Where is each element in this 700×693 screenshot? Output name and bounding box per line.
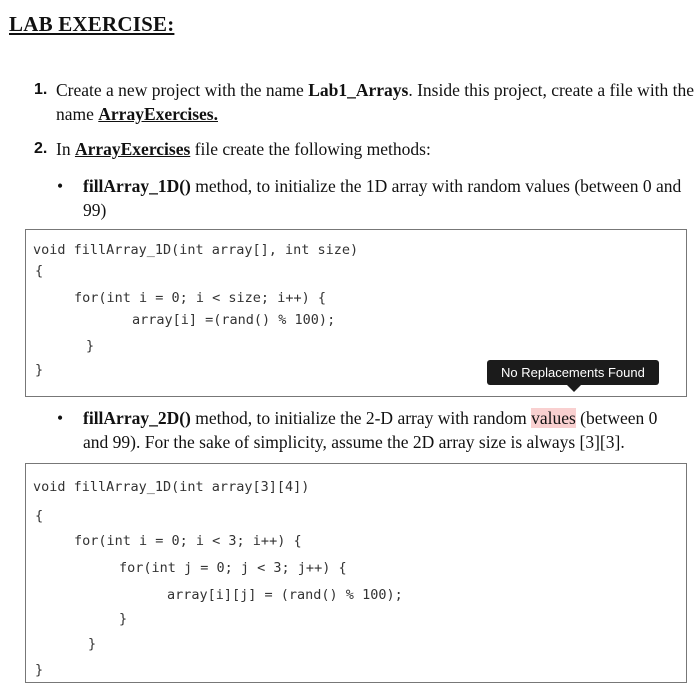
list-item-text xyxy=(56,137,696,161)
code-line: for(int i = 0; i < size; i++) { xyxy=(74,290,326,306)
text-segment: (between 0 and 99). For the sake of simplicity, assume the 2D array size is always [3][3]. xyxy=(83,408,658,452)
bullet-text xyxy=(83,174,687,222)
code-line: array[i][j] = (rand() % 100); xyxy=(167,587,403,603)
code-line: { xyxy=(35,508,44,524)
code-line: array[i] =(rand() % 100); xyxy=(132,312,336,328)
code-line: { xyxy=(35,263,44,279)
list-item-text xyxy=(56,78,696,126)
method-name: fillArray_1D() xyxy=(83,176,191,196)
code-line: } xyxy=(35,362,44,378)
code-line: void fillArray_1D(int array[], int size) xyxy=(33,242,359,258)
bullet-dot: • xyxy=(57,408,64,428)
bullet-text xyxy=(83,406,687,454)
code-block-2d xyxy=(25,463,687,683)
list-item-2 xyxy=(34,137,696,161)
code-line: for(int j = 0; j < 3; j++) { xyxy=(119,560,347,576)
file-name: ArrayExercises xyxy=(74,139,191,159)
text-segment: . Inside this project, create a file with the name xyxy=(56,80,695,124)
bullet-item-2 xyxy=(57,406,687,454)
list-item-1 xyxy=(34,78,696,126)
text-segment: Create a new project with the name xyxy=(56,80,309,100)
text-segment: method, to initialize the 1D array with random values (between 0 and 99) xyxy=(83,176,682,220)
code-line: void fillArray_1D(int array[3][4]) xyxy=(33,479,310,495)
list-number: 1. xyxy=(34,81,48,98)
code-line: } xyxy=(35,662,44,678)
text-segment: In xyxy=(56,139,75,159)
file-name: ArrayExercises. xyxy=(98,104,218,124)
no-replacements-tooltip: No Replacements Found xyxy=(487,360,659,385)
list-number: 2. xyxy=(34,140,48,157)
code-line: } xyxy=(88,636,97,652)
code-line: } xyxy=(86,338,95,354)
text-segment: file create the following methods: xyxy=(190,139,431,159)
code-line: } xyxy=(119,611,128,627)
bullet-dot: • xyxy=(57,176,64,196)
highlighted-search-match: values xyxy=(531,408,576,428)
text-segment: method, to initialize the 2-D array with random xyxy=(190,408,532,428)
bullet-item-1 xyxy=(57,174,687,222)
page-title: LAB EXERCISE: xyxy=(9,12,175,36)
project-name: Lab1_Arrays xyxy=(308,80,409,100)
method-name: fillArray_2D() xyxy=(83,408,191,428)
code-line: for(int i = 0; i < 3; i++) { xyxy=(74,533,302,549)
